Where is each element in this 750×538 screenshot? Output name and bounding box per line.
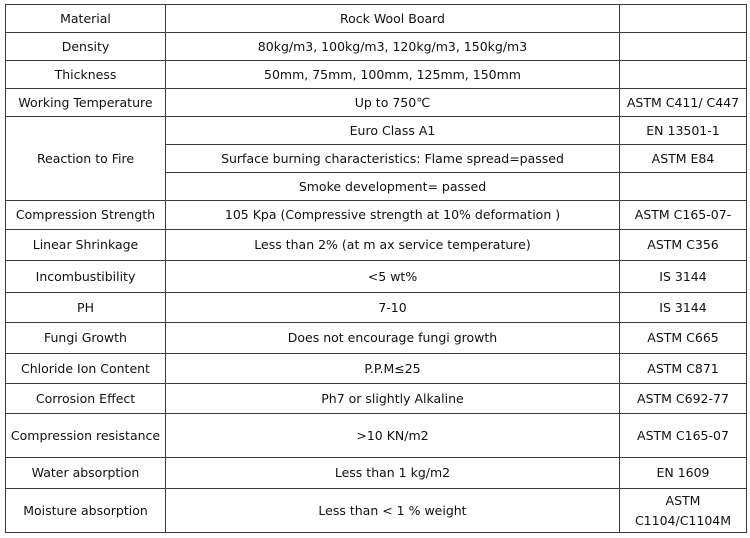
property-cell: Linear Shrinkage <box>6 230 166 261</box>
table-row <box>6 414 747 458</box>
table-row <box>6 33 747 61</box>
table-row <box>6 354 747 384</box>
table-row <box>6 261 747 293</box>
value-cell: Rock Wool Board <box>166 5 620 33</box>
standard-cell <box>620 5 747 33</box>
property-cell: Fungi Growth <box>6 323 166 354</box>
table-row <box>6 201 747 230</box>
value-cell: 7-10 <box>166 293 620 323</box>
value-cell: Less than 1 kg/m2 <box>166 458 620 489</box>
table-row <box>6 489 747 533</box>
standard-cell <box>620 61 747 89</box>
standard-cell: EN 1609 <box>620 458 747 489</box>
table-row <box>6 61 747 89</box>
standard-cell: ASTM C411/ C447 <box>620 89 747 117</box>
property-cell: Material <box>6 5 166 33</box>
standard-cell: ASTM E84 <box>620 145 747 173</box>
standard-cell: ASTM C692-77 <box>620 384 747 414</box>
value-cell: Less than 2% (at m ax service temperature) <box>166 230 620 261</box>
property-cell: Incombustibility <box>6 261 166 293</box>
property-cell: Compression resistance <box>6 414 166 458</box>
property-cell: PH <box>6 293 166 323</box>
standard-cell: EN 13501-1 <box>620 117 747 145</box>
standard-cell: ASTM C165-07- <box>620 201 747 230</box>
value-cell: <5 wt% <box>166 261 620 293</box>
standard-cell: ASTM C871 <box>620 354 747 384</box>
value-cell: Smoke development= passed <box>166 173 620 201</box>
property-cell: Chloride Ion Content <box>6 354 166 384</box>
value-cell: 105 Kpa (Compressive strength at 10% deformation ) <box>166 201 620 230</box>
property-cell: Reaction to Fire <box>6 117 166 201</box>
table-row <box>6 293 747 323</box>
value-cell: Ph7 or slightly Alkaline <box>166 384 620 414</box>
standard-cell: IS 3144 <box>620 293 747 323</box>
table-row <box>6 230 747 261</box>
spec-table <box>5 4 747 533</box>
standard-cell <box>620 173 747 201</box>
property-cell: Density <box>6 33 166 61</box>
value-cell: Does not encourage fungi growth <box>166 323 620 354</box>
standard-cell: ASTM C1104/C1104M <box>620 489 747 533</box>
property-cell: Water absorption <box>6 458 166 489</box>
table-row <box>6 89 747 117</box>
standard-cell: IS 3144 <box>620 261 747 293</box>
table-row <box>6 5 747 33</box>
property-cell: Working Temperature <box>6 89 166 117</box>
table-row <box>6 384 747 414</box>
value-cell: >10 KN/m2 <box>166 414 620 458</box>
standard-cell <box>620 33 747 61</box>
standard-cell: ASTM C165-07 <box>620 414 747 458</box>
standard-cell: ASTM C665 <box>620 323 747 354</box>
property-cell: Compression Strength <box>6 201 166 230</box>
standard-cell: ASTM C356 <box>620 230 747 261</box>
value-cell: Euro Class A1 <box>166 117 620 145</box>
property-cell: Corrosion Effect <box>6 384 166 414</box>
table-row <box>6 458 747 489</box>
value-cell: P.P.M≤25 <box>166 354 620 384</box>
value-cell: Up to 750℃ <box>166 89 620 117</box>
table-row <box>6 323 747 354</box>
property-cell: Moisture absorption <box>6 489 166 533</box>
value-cell: Surface burning characteristics: Flame spread=passed <box>166 145 620 173</box>
value-cell: Less than < 1 % weight <box>166 489 620 533</box>
value-cell: 50mm, 75mm, 100mm, 125mm, 150mm <box>166 61 620 89</box>
value-cell: 80kg/m3, 100kg/m3, 120kg/m3, 150kg/m3 <box>166 33 620 61</box>
property-cell: Thickness <box>6 61 166 89</box>
table-row <box>6 117 747 145</box>
